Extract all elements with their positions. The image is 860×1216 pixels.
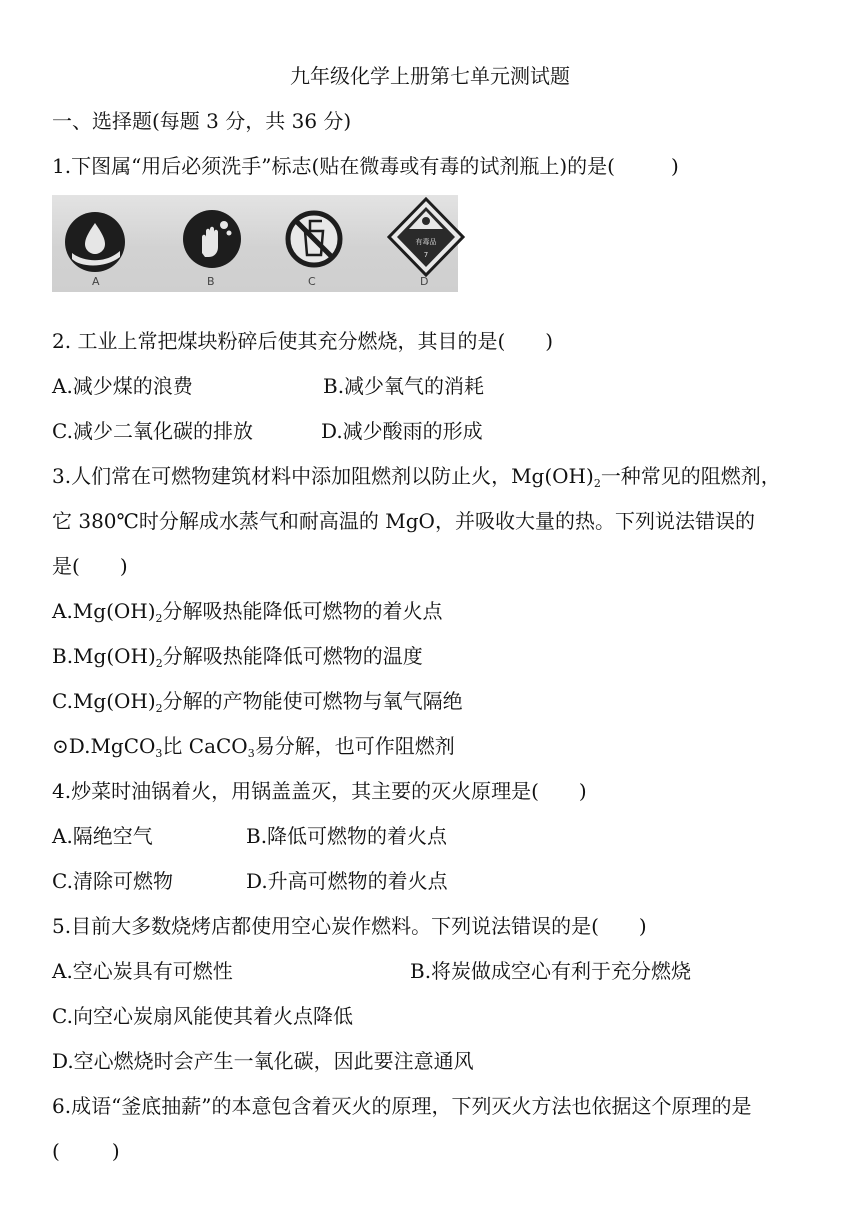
question-5-option-d: D.空心燃烧时会产生一氧化碳，因此要注意通风 [52, 1049, 474, 1073]
question-3-option-b [52, 643, 423, 669]
question-4-option-a: A.隔绝空气 [52, 824, 153, 848]
option-text: 分解吸热能降低可燃物的着火点 [162, 599, 443, 623]
toxic-diamond-icon [387, 197, 465, 277]
section-heading: 一、选择题(每题 3 分，共 36 分) [52, 109, 352, 133]
subscript: 2 [155, 612, 163, 625]
question-3-text-c: 是( [52, 554, 80, 578]
question-3-option-c [52, 688, 463, 714]
question-3-text-b: 一种常见的阻燃剂， [600, 464, 781, 488]
question-2-stem [52, 328, 553, 354]
figure-label-a: A [92, 275, 100, 288]
question-5-option-c: C.向空心炭扇风能使其着火点降低 [52, 1004, 353, 1028]
page-title: 九年级化学上册第七单元测试题 [290, 64, 570, 88]
hand-water-icon [64, 211, 126, 273]
figure-label-b: B [207, 275, 215, 288]
question-4-close: ) [578, 779, 587, 803]
option-text: 比 CaCO [162, 734, 248, 758]
option-text: 易分解，也可作阻燃剂 [254, 734, 455, 758]
question-3-text-a: 3.人们常在可燃物建筑材料中添加阻燃剂以防止火，Mg(OH) [52, 464, 594, 488]
option-prefix: ⊙D.MgCO [52, 734, 156, 758]
subscript: 3 [247, 747, 255, 760]
toxic-label: 有毒品 [415, 238, 437, 246]
question-6-line-1: 6.成语“釜底抽薪”的本意包含着灭火的原理，下列灭火方法也依据这个原理的是 [52, 1094, 752, 1118]
question-6-open: ( [52, 1139, 60, 1163]
question-1-text: 1.下图属“用后必须洗手”标志(贴在微毒或有毒的试剂瓶上)的是( [52, 154, 615, 178]
question-3-option-a [52, 598, 443, 624]
question-3-line-2: 它 380℃时分解成水蒸气和耐高温的 MgO，并吸收大量的热。下列说法错误的 [52, 509, 755, 533]
question-5-option-a: A.空心炭具有可燃性 [52, 959, 233, 983]
question-5-text: 5.目前大多数烧烤店都使用空心炭作燃料。下列说法错误的是( [52, 914, 599, 938]
figure-label-d: D [420, 275, 429, 288]
question-2-text: 2. 工业上常把煤块粉碎后使其充分燃烧，其目的是( [52, 329, 506, 353]
question-3-line-1 [52, 463, 781, 489]
question-1-stem [52, 153, 679, 179]
hand-drop-icon [182, 209, 242, 269]
question-3-line-3 [52, 553, 128, 579]
question-2-option-d: D.减少酸雨的形成 [321, 419, 483, 443]
question-4-option-d: D.升高可燃物的着火点 [246, 869, 448, 893]
question-1-figure [52, 195, 458, 292]
subscript: 2 [593, 477, 601, 490]
subscript: 3 [155, 747, 163, 760]
question-4-option-b: B.降低可燃物的着火点 [246, 824, 448, 848]
figure-label-c: C [308, 275, 316, 288]
question-1-close: ) [670, 154, 679, 178]
subscript: 2 [155, 702, 163, 715]
question-6-close: ) [111, 1139, 120, 1163]
no-drinking-icon [284, 209, 344, 269]
question-3-close: ) [119, 554, 128, 578]
question-6-line-2 [52, 1138, 120, 1164]
option-text: 分解吸热能降低可燃物的温度 [162, 644, 423, 668]
question-5-stem [52, 913, 647, 939]
option-prefix: C.Mg(OH) [52, 689, 156, 713]
question-3-option-d [52, 733, 455, 759]
toxic-class: 7 [423, 251, 429, 259]
option-prefix: B.Mg(OH) [52, 644, 156, 668]
question-4-stem [52, 778, 587, 804]
question-5-option-b: B.将炭做成空心有利于充分燃烧 [410, 959, 692, 983]
question-2-option-a: A.减少煤的浪费 [52, 374, 193, 398]
option-text: 分解的产物能使可燃物与氧气隔绝 [162, 689, 463, 713]
question-2-close: ) [545, 329, 554, 353]
question-4-option-c: C.清除可燃物 [52, 869, 173, 893]
question-5-close: ) [638, 914, 647, 938]
option-prefix: A.Mg(OH) [52, 599, 156, 623]
question-2-option-c: C.减少二氧化碳的排放 [52, 419, 253, 443]
subscript: 2 [155, 657, 163, 670]
question-2-option-b: B.减少氧气的消耗 [323, 374, 485, 398]
question-4-text: 4.炒菜时油锅着火，用锅盖盖灭，其主要的灭火原理是( [52, 779, 539, 803]
